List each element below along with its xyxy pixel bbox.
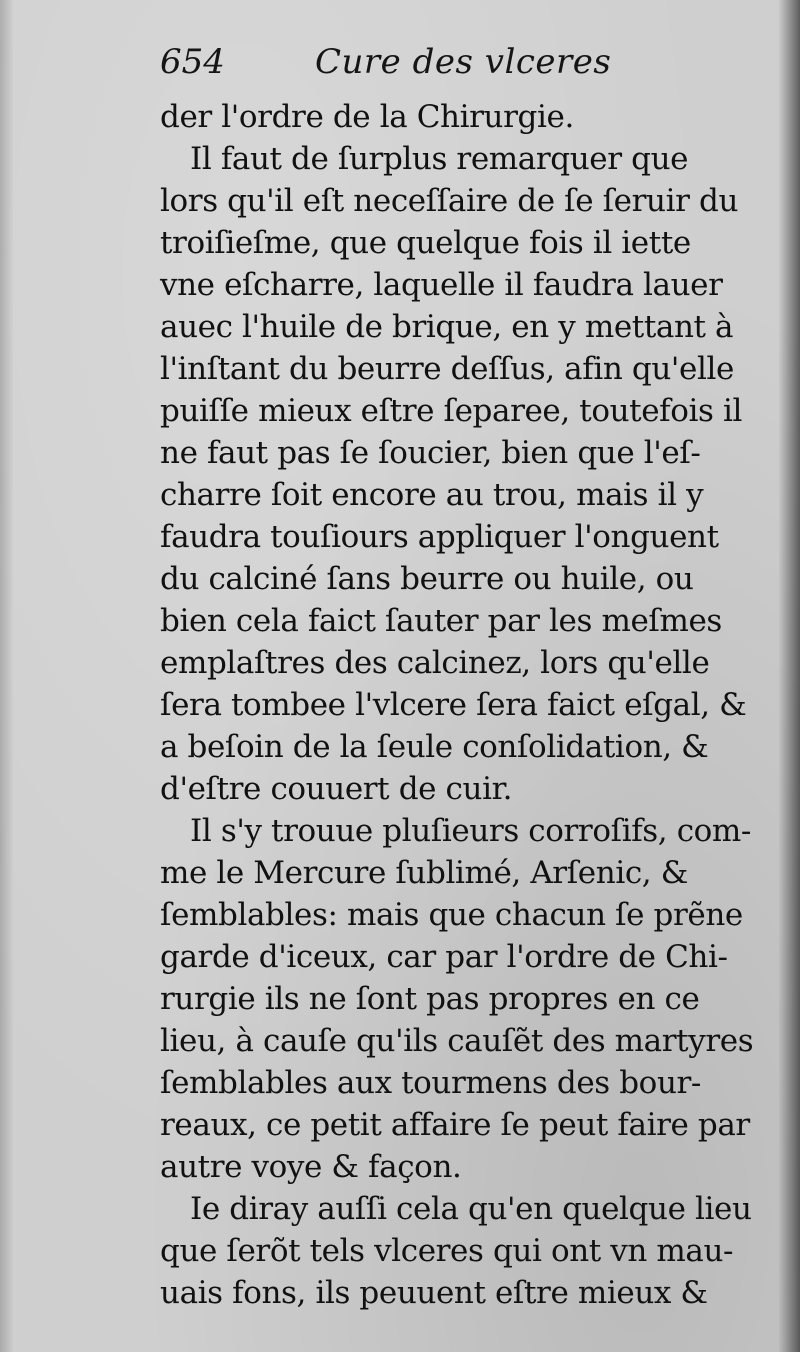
text-line: der l'ordre de la Chirurgie. xyxy=(160,99,574,135)
body-text xyxy=(160,96,754,1314)
text-line: me le Mercure ſublimé, Arſenic, & xyxy=(160,855,688,891)
text-line: autre voye & façon. xyxy=(160,1149,462,1185)
text-line: emplaſtres des calcinez, lors qu'elle xyxy=(160,645,710,681)
page-edge-shadow xyxy=(778,0,800,1352)
text-line: l'inſtant du beurre deſſus, afin qu'elle xyxy=(160,351,734,387)
paragraph-first-line: Il faut de ſurplus remarquer que xyxy=(190,141,689,177)
text-line: auec l'huile de brique, en y mettant à xyxy=(160,309,734,345)
text-line: ſera tombee l'vlcere ſera faict eſgal, & xyxy=(160,687,747,723)
text-line: garde d'iceux, car par l'ordre de Chi- xyxy=(160,939,728,975)
text-line: faudra touſiours appliquer l'onguent xyxy=(160,519,719,555)
text-line: charre ſoit encore au trou, mais il y xyxy=(160,477,704,513)
text-line: vne eſcharre, laquelle il faudra lauer xyxy=(160,267,723,303)
text-line: que ſerõt tels vlceres qui ont vn mau- xyxy=(160,1233,734,1269)
text-line: bien cela faict ſauter par les meſmes xyxy=(160,603,722,639)
paragraph-first-line: Il s'y trouue pluſieurs corroſifs, com- xyxy=(190,813,751,849)
text-line: ſemblables aux tourmens des bour- xyxy=(160,1065,702,1101)
running-title: Cure des vlceres xyxy=(315,42,612,82)
text-line: troiſieſme, que quelque fois il iette xyxy=(160,225,691,261)
text-line: lors qu'il eſt neceſſaire de ſe ſeruir du xyxy=(160,183,739,219)
paragraph-first-line: Ie diray auſſi cela qu'en quelque lieu xyxy=(190,1191,752,1227)
text-line: ſemblables: mais que chacun ſe prẽne xyxy=(160,897,743,933)
text-line: du calciné ſans beurre ou huile, ou xyxy=(160,561,694,597)
page-gutter-shadow xyxy=(0,0,14,1352)
text-line: puiſſe mieux eſtre ſeparee, toutefois il xyxy=(160,393,743,429)
text-line: rurgie ils ne ſont pas propres en ce xyxy=(160,981,700,1017)
text-line: uais fons, ils peuuent eſtre mieux & xyxy=(160,1275,708,1311)
text-line: d'eſtre couuert de cuir. xyxy=(160,771,513,807)
text-line: lieu, à cauſe qu'ils cauſẽt des martyres xyxy=(160,1023,754,1059)
text-line: reaux, ce petit affaire ſe peut faire par xyxy=(160,1107,750,1143)
text-line: a beſoin de la ſeule conſolidation, & xyxy=(160,729,709,765)
running-head xyxy=(160,42,720,92)
text-line: ne faut pas ſe ſoucier, bien que l'eſ- xyxy=(160,435,701,471)
page-number: 654 xyxy=(160,42,225,82)
